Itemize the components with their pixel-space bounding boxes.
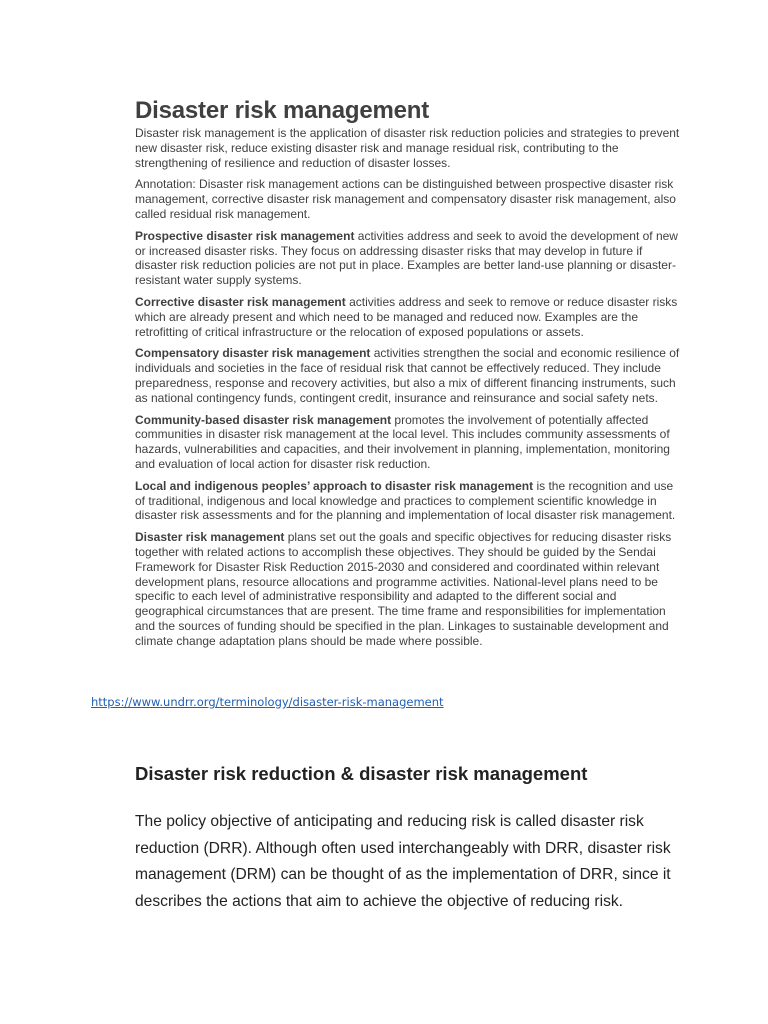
source-link[interactable]: https://www.undrr.org/terminology/disaster-risk-management [91,695,444,709]
term-description: activities address and seek to remove or reduce disaster risks which are already present and which need to be managed and reduced now. Examples are the retrofitting of critical infrastructure or the relocation of exposed populations or assets. [135,294,678,339]
term-description: promotes the involvement of potentially affected communities in disaster risk management at the local level. This includes community assessments of hazards, vulnerabilities and capacities, and their involvement in planning, implementation, monitoring and evaluation of local action for disaster risk reduction. [135,412,670,471]
term-description: activities strengthen the social and economic resilience of individuals and societies in the face of residual risk that cannot be effectively reduced. They include preparedness, response and recovery activities, but also a mix of different financing instruments, such as national contingency funds, contingent credit, insurance and reinsurance and social safety nets. [135,346,680,405]
definition-block [135,96,680,656]
section-heading: Disaster risk reduction & disaster risk management [135,763,588,784]
term-label: Corrective disaster risk management [135,294,346,309]
term-label: Compensatory disaster risk management [135,346,371,361]
term-label: Prospective disaster risk management [135,228,355,243]
page-title: Disaster risk management [135,97,430,124]
term-description: is the recognition and use of traditional, indigenous and local knowledge and practices to complement scientific knowledge in disaster risk assessments and for the planning and implementation of local disaster risk management. [135,478,676,523]
local-indigenous-paragraph [135,479,680,523]
annotation-paragraph: Annotation: Disaster risk management actions can be distinguished between prospective disaster risk management, corrective disaster risk management and compensatory disaster risk management, also called residual risk management. [135,177,676,221]
compensatory-paragraph [135,346,680,405]
term-label: Community-based disaster risk management [135,412,392,427]
term-label: Local and indigenous peoples’ approach to disaster risk management [135,478,534,493]
term-description: activities address and seek to avoid the development of new or increased disaster risks. They focus on addressing disaster risks that may develop in future if disaster risk reduction policies are not put in place. Examples are better land-use planning or disaster-resistant water supply systems. [135,228,678,288]
intro-paragraph: Disaster risk management is the application of disaster risk reduction policies and strategies to prevent new disaster risk, reduce existing disaster risk and manage residual risk, contributing to the strengthening of resilience and reduction of disaster losses. [135,126,680,170]
community-based-paragraph [135,413,680,472]
term-description: plans set out the goals and specific objectives for reducing disaster risks together with related actions to accomplish these objectives. They should be guided by the Sendai Framework for Disaster Risk Reduction 2015-2030 and considered and coordinated within relevant development plans, resource allocations and programme activities. National-level plans need to be specific to each level of administrative responsibility and adapted to the different social and geographical circumstances that are present. The time frame and responsibilities for implementation and the sources of funding should be specified in the plan. Linkages to sustainable development and climate change adaptation plans should be made where possible. [135,530,672,648]
term-label: Disaster risk management [135,530,285,545]
prospective-paragraph [135,229,680,288]
section-body: The policy objective of anticipating and reducing risk is called disaster risk reduction (DRR). Although often used interchangeably with DRR, disaster risk management (DRM) can be thought of as the implementation of DRR, since it describes the actions that aim to achieve the objective of reducing risk. [135,813,671,910]
plans-paragraph [135,530,680,648]
corrective-paragraph [135,295,680,339]
